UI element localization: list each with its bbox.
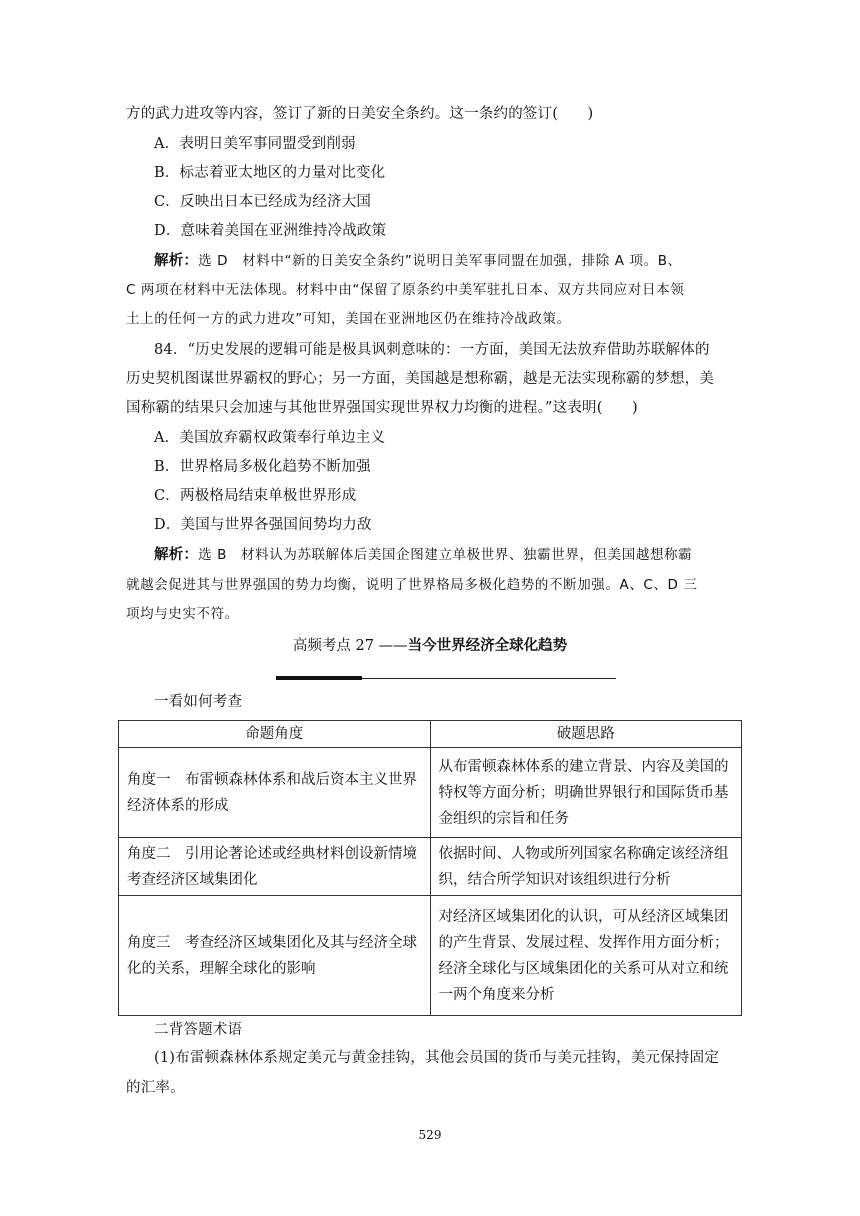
option-d: D．意味着美国在亚洲维持冷战政策 (154, 223, 387, 239)
table-row (119, 838, 742, 896)
question-text-line: 方的武力进攻等内容，签订了新的日美安全条约。这一条约的签订( ) (126, 106, 594, 122)
table-cell-angle: 角度一 布雷顿森林体系和战后资本主义世界经济体系的形成 (119, 748, 431, 838)
explanation-text: 选 B 材料认为苏联解体后美国企图建立单极世界、独霸世界，但美国越想称霸 (198, 547, 693, 563)
option-b: B．标志着亚太地区的力量对比变化 (154, 165, 386, 181)
table-row (119, 896, 742, 1016)
table-cell-approach: 对经济区域集团化的认识，可从经济区域集团的产生背景、发展过程、发挥作用方面分析；经济全球化与区域集团化的关系可从对立和统一两个角度来分析 (430, 896, 742, 1016)
table-cell-approach: 依据时间、人物或所列国家名称确定该经济组织，结合所学知识对该组织进行分析 (430, 838, 742, 896)
table-cell-angle: 角度三 考查经济区域集团化及其与经济全球化的关系，理解全球化的影响 (119, 896, 431, 1016)
explanation-label: 解析： (154, 252, 199, 269)
explanation-line (154, 251, 764, 271)
option-c: C．两极格局结束单极世界形成 (154, 488, 357, 504)
explanation-line (154, 545, 764, 565)
option-a: A．美国放弃霸权政策奉行单边主义 (154, 430, 386, 446)
explanation-label: 解析： (154, 546, 199, 563)
subsection-heading: 二背答题术语 (154, 1022, 243, 1038)
option-a: A．表明日美军事同盟受到削弱 (154, 136, 356, 152)
term-line: 的汇率。 (126, 1080, 185, 1096)
table-header-cell: 破题思路 (430, 721, 742, 748)
section-heading-title: 当今世界经济全球化趋势 (407, 638, 568, 654)
option-b: B．世界格局多极化趋势不断加强 (154, 459, 371, 475)
table-header-row (119, 721, 742, 748)
table-cell-approach: 从布雷顿森林体系的建立背景、内容及美国的特权等方面分析；明确世界银行和国际货币基金组织的宗旨和任务 (430, 748, 742, 838)
table-row (119, 748, 742, 838)
subsection-heading: 一看如何考查 (154, 694, 243, 710)
section-heading-prefix: 高频考点 27 —— (292, 638, 408, 654)
section-heading (0, 636, 860, 656)
explanation-text: 选 D 材料中“新的日美安全条约”说明日美军事同盟在加强，排除 A 项。B、 (198, 253, 682, 269)
table-header-cell: 命题角度 (119, 721, 431, 748)
option-c: C．反映出日本已经成为经济大国 (154, 194, 372, 210)
term-line: (1)布雷顿森林体系规定美元与黄金挂钩，其他会员国的货币与美元挂钩，美元保持固定 (154, 1050, 720, 1066)
explanation-line: C 两项在材料中无法体现。材料中由“保留了原条约中美军驻扎日本、双方共同应对日本领 (126, 282, 685, 298)
explanation-line: 土上的任何一方的武力进攻”可知，美国在亚洲地区仍在维持冷战政策。 (126, 311, 571, 327)
exam-angle-table (118, 720, 742, 1016)
option-d: D．美国与世界各强国间势均力敌 (154, 517, 372, 533)
table-cell-angle: 角度二 引用论著论述或经典材料创设新情境考查经济区域集团化 (119, 838, 431, 896)
heading-underline-accent (276, 676, 362, 680)
question-84-line: 国称霸的结果只会加速与其他世界强国实现世界权力均衡的进程。”这表明( ) (126, 400, 638, 416)
question-84-line: 历史契机图谋世界霸权的野心；另一方面，美国越是想称霸，越是无法实现称霸的梦想，美 (126, 371, 714, 387)
explanation-line: 项均与史实不符。 (126, 606, 239, 622)
explanation-line: 就越会促进其与世界强国的势力均衡，说明了世界格局多极化趋势的不断加强。A、C、D 三 (126, 577, 698, 593)
question-84-line: 84．“历史发展的逻辑可能是极具讽刺意味的：一方面，美国无法放弃借助苏联解体的 (154, 342, 710, 358)
page-number: 529 (418, 1128, 442, 1142)
